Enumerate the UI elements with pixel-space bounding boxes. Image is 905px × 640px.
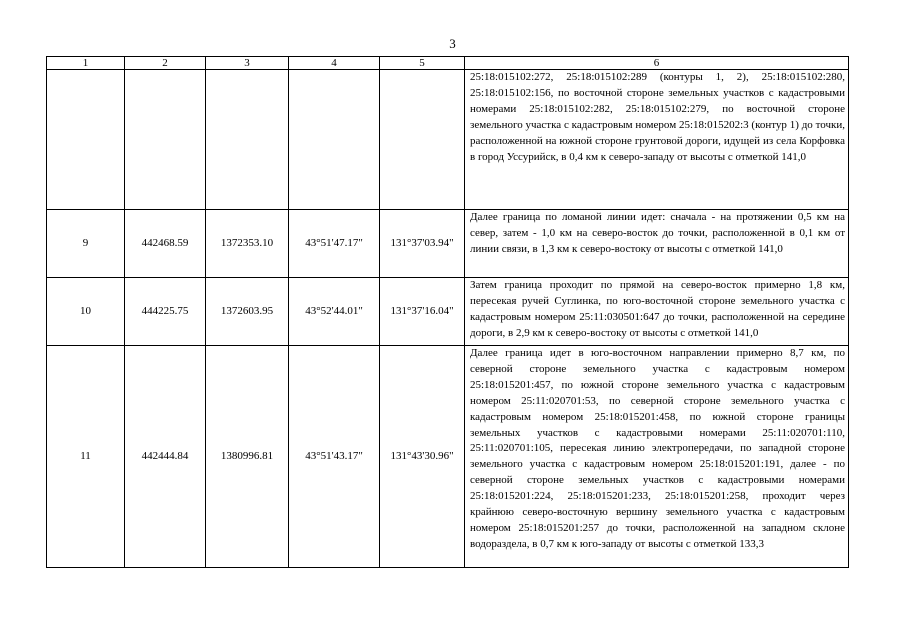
- latitude: 43°51'43.17": [289, 346, 380, 568]
- latitude: 43°52'44.01": [289, 278, 380, 346]
- coordinate-y: 1380996.81: [206, 346, 289, 568]
- table-row: [47, 278, 849, 346]
- empty-cell: [289, 70, 380, 210]
- page-number: 3: [449, 36, 456, 51]
- empty-cell: [206, 70, 289, 210]
- boundary-description: [465, 210, 849, 278]
- boundary-description: [465, 278, 849, 346]
- column-header-3: 3: [206, 57, 289, 70]
- table-row: [47, 210, 849, 278]
- column-number-row: [47, 57, 849, 70]
- column-header-4: 4: [289, 57, 380, 70]
- empty-cell: [47, 70, 125, 210]
- coordinate-y: 1372353.10: [206, 210, 289, 278]
- point-number: 10: [47, 278, 125, 346]
- description-text: 25:18:015102:272, 25:18:015102:289 (контуры 1, 2), 25:18:015102:280, 25:18:015102:156, по восточной стороне земельных участков с кадастровыми номерами 25:18:015102:282, 25:18:015102:279, по восточной стороне земельного участка с кадастровым номером 25:18:015202:3 (контур 1) до точки, расположенной на южной стороне грунтовой дороги, идущей из села Корфовка в город Уссурийск, в 0,4 км к северо-западу от высоты с отметкой 141,0: [470, 71, 845, 163]
- longitude: 131°43'30.96": [380, 346, 465, 568]
- coordinate-x: 442444.84: [125, 346, 206, 568]
- coordinate-x: 442468.59: [125, 210, 206, 278]
- boundary-description: [465, 346, 849, 568]
- table-row: [47, 346, 849, 568]
- coordinate-x: 444225.75: [125, 278, 206, 346]
- longitude: 131°37'16.04": [380, 278, 465, 346]
- point-number: 9: [47, 210, 125, 278]
- empty-cell: [380, 70, 465, 210]
- description-text: Далее граница идет в юго-восточном направлении примерно 8,7 км, по северной стороне земельного участка с кадастровым номером 25:18:015201:457, по южной стороне земельного участка с кадастровым номером 25:11:020701:53, по северной стороне земельного участка с кадастровым номером 25:18:015201:458, по южной стороне границы земельных участков с кадастровыми номерами 25:11:020701:110, 25:11:020701:105, пересекая линию электропередачи, по западной стороне земельного участка с кадастровым номером 25:18:015201:191, далее - по северной стороне земельных участков с кадастровыми номерами 25:18:015201:224, 25:18:015201:233, 25:18:015201:258, проходит через крайнюю северо-восточную вершину земельного участка с кадастровым номером 25:18:015201:257 до точки, расположенной на западном склоне водораздела, в 0,7 км к юго-западу от высоты с отметкой 133,3: [470, 347, 845, 550]
- table-row-continuation: [47, 70, 849, 210]
- latitude: 43°51'47.17": [289, 210, 380, 278]
- description-text: Затем граница проходит по прямой на северо-восток примерно 1,8 км, пересекая ручей Суглинка, по юго-восточной стороне земельного участка с кадастровым номером 25:11:030501:647 до точки, расположенной на середине дороги, в 2,9 км к северо-востоку от высоты с отметкой 141,0: [470, 279, 845, 339]
- longitude: 131°37'03.94": [380, 210, 465, 278]
- boundary-points-table: [46, 56, 849, 568]
- coordinate-y: 1372603.95: [206, 278, 289, 346]
- column-header-5: 5: [380, 57, 465, 70]
- description-text: Далее граница по ломаной линии идет: сначала - на протяжении 0,5 км на север, затем - 1,0 км на северо-восток до точки, расположенной в 0,1 км от линии связи, в 1,3 км к северо-востоку от высоты с отметкой 141,0: [470, 211, 845, 255]
- column-header-2: 2: [125, 57, 206, 70]
- column-header-1: 1: [47, 57, 125, 70]
- column-header-6: 6: [465, 57, 849, 70]
- point-number: 11: [47, 346, 125, 568]
- empty-cell: [125, 70, 206, 210]
- boundary-description: [465, 70, 849, 210]
